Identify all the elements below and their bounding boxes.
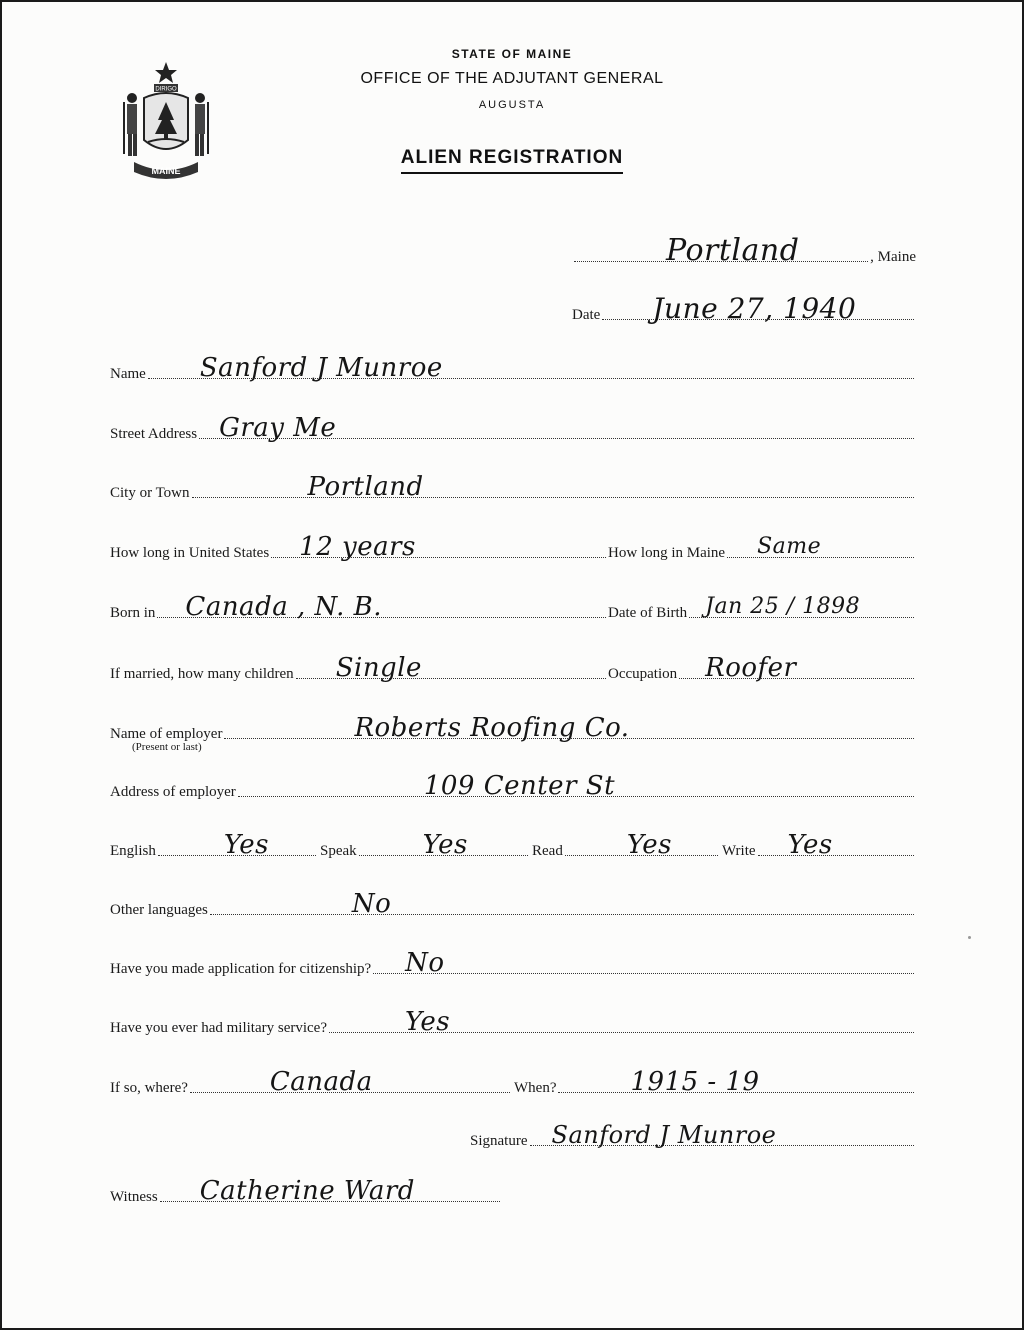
- header-office: OFFICE OF THE ADJUTANT GENERAL: [360, 70, 664, 87]
- when-label: When?: [514, 1080, 557, 1096]
- employer-line: [224, 713, 914, 743]
- date-label: Date: [572, 307, 601, 323]
- speak-row: [320, 830, 530, 860]
- name-row: [110, 353, 916, 383]
- how-long-us-value[interactable]: 12 years: [299, 532, 416, 562]
- how-long-maine-row: [608, 534, 916, 562]
- svg-text:DIRIGO: DIRIGO: [155, 86, 177, 93]
- other-languages-label: Other languages: [110, 902, 208, 918]
- where-row: [110, 1067, 512, 1097]
- other-languages-line: [210, 889, 914, 919]
- employer-address-label: Address of employer: [110, 784, 236, 800]
- employer-value[interactable]: Roberts Roofing Co.: [354, 713, 630, 743]
- write-value[interactable]: Yes: [787, 830, 833, 860]
- how-long-us-row: [110, 532, 608, 562]
- speak-label: Speak: [320, 843, 357, 859]
- employer-address-line: [238, 771, 914, 801]
- employer-label: Name of employer: [110, 726, 223, 742]
- town-row: [572, 233, 916, 268]
- occupation-row: [608, 653, 916, 683]
- other-languages-value[interactable]: No: [351, 889, 392, 919]
- english-row: [110, 830, 318, 860]
- military-label: Have you ever had military service?: [110, 1020, 327, 1036]
- citizenship-label: Have you made application for citizenship?: [110, 961, 372, 977]
- born-in-label: Born in: [110, 605, 156, 621]
- children-value[interactable]: Single: [335, 653, 422, 683]
- date-line: [602, 292, 914, 325]
- signature-label: Signature: [470, 1133, 528, 1149]
- signature-line: [530, 1121, 915, 1149]
- born-in-line: [157, 592, 606, 622]
- city-value[interactable]: Portland: [307, 472, 424, 502]
- date-value[interactable]: June 27, 1940: [652, 292, 857, 325]
- citizenship-value[interactable]: No: [405, 948, 445, 978]
- read-value[interactable]: Yes: [626, 830, 672, 860]
- military-line: [329, 1007, 914, 1037]
- header-city: AUGUSTA: [478, 99, 546, 111]
- read-label: Read: [532, 843, 563, 859]
- english-value[interactable]: Yes: [223, 830, 269, 860]
- write-line: [758, 830, 914, 860]
- speak-value[interactable]: Yes: [422, 830, 468, 860]
- where-value[interactable]: Canada: [269, 1067, 373, 1097]
- when-row: [514, 1067, 916, 1097]
- how-long-maine-value[interactable]: Same: [757, 534, 822, 559]
- how-long-us-label: How long in United States: [110, 545, 270, 561]
- city-label: City or Town: [110, 485, 190, 501]
- city-line: [192, 472, 914, 502]
- how-long-maine-label: How long in Maine: [608, 545, 726, 561]
- maine-state-seal: [114, 58, 218, 182]
- name-line: [148, 353, 914, 383]
- how-long-us-line: [271, 532, 606, 562]
- employer-address-value[interactable]: 109 Center St: [423, 771, 616, 801]
- form-title-text: ALIEN REGISTRATION: [401, 147, 623, 174]
- citizenship-row: [110, 948, 916, 978]
- write-label: Write: [722, 843, 756, 859]
- witness-line: [160, 1176, 500, 1206]
- english-line: [158, 830, 316, 860]
- how-long-maine-line: [727, 534, 914, 559]
- town-value[interactable]: Portland: [666, 233, 800, 268]
- city-row: [110, 472, 916, 502]
- name-value[interactable]: Sanford J Munroe: [199, 353, 443, 383]
- date-of-birth-label: Date of Birth: [608, 605, 688, 621]
- when-line: [558, 1067, 914, 1097]
- speak-line: [359, 830, 528, 860]
- form-title: [302, 147, 722, 169]
- witness-value[interactable]: Catherine Ward: [199, 1176, 415, 1206]
- read-row: [532, 830, 720, 860]
- children-row: [110, 653, 608, 683]
- read-line: [565, 830, 718, 860]
- town-line: [574, 233, 868, 268]
- employer-address-row: [110, 771, 916, 801]
- english-label: English: [110, 843, 156, 859]
- other-languages-row: [110, 889, 916, 919]
- town-suffix: , Maine: [870, 249, 916, 265]
- witness-row: [110, 1176, 502, 1206]
- paper-speck: [968, 936, 971, 939]
- signature-row: [470, 1121, 916, 1150]
- children-line: [296, 653, 606, 683]
- signature-value[interactable]: Sanford J Munroe: [551, 1121, 777, 1149]
- witness-label: Witness: [110, 1189, 158, 1205]
- born-in-value[interactable]: Canada , N. B.: [185, 592, 382, 622]
- occupation-line: [679, 653, 914, 683]
- street-address-value[interactable]: Gray Me: [219, 413, 337, 443]
- date-of-birth-value[interactable]: Jan 25 / 1898: [705, 594, 861, 619]
- children-label: If married, how many children: [110, 666, 294, 682]
- header-state: STATE OF MAINE: [451, 47, 573, 61]
- svg-text:MAINE: MAINE: [151, 166, 181, 176]
- where-line: [190, 1067, 510, 1097]
- military-value[interactable]: Yes: [405, 1007, 451, 1037]
- street-address-line: [199, 413, 914, 443]
- date-row: [572, 292, 916, 325]
- born-in-row: [110, 592, 608, 622]
- where-label: If so, where?: [110, 1080, 188, 1096]
- street-address-label: Street Address: [110, 426, 198, 442]
- citizenship-line: [373, 948, 914, 978]
- employer-row: [110, 713, 916, 743]
- name-label: Name: [110, 366, 146, 382]
- occupation-label: Occupation: [608, 666, 678, 682]
- date-of-birth-row: [608, 594, 916, 622]
- occupation-value[interactable]: Roofer: [705, 653, 797, 683]
- employer-sublabel: (Present or last): [132, 741, 202, 753]
- date-of-birth-line: [689, 594, 914, 619]
- military-row: [110, 1007, 916, 1037]
- when-value[interactable]: 1915 - 19: [630, 1067, 760, 1097]
- street-address-row: [110, 413, 916, 443]
- write-row: [722, 830, 916, 860]
